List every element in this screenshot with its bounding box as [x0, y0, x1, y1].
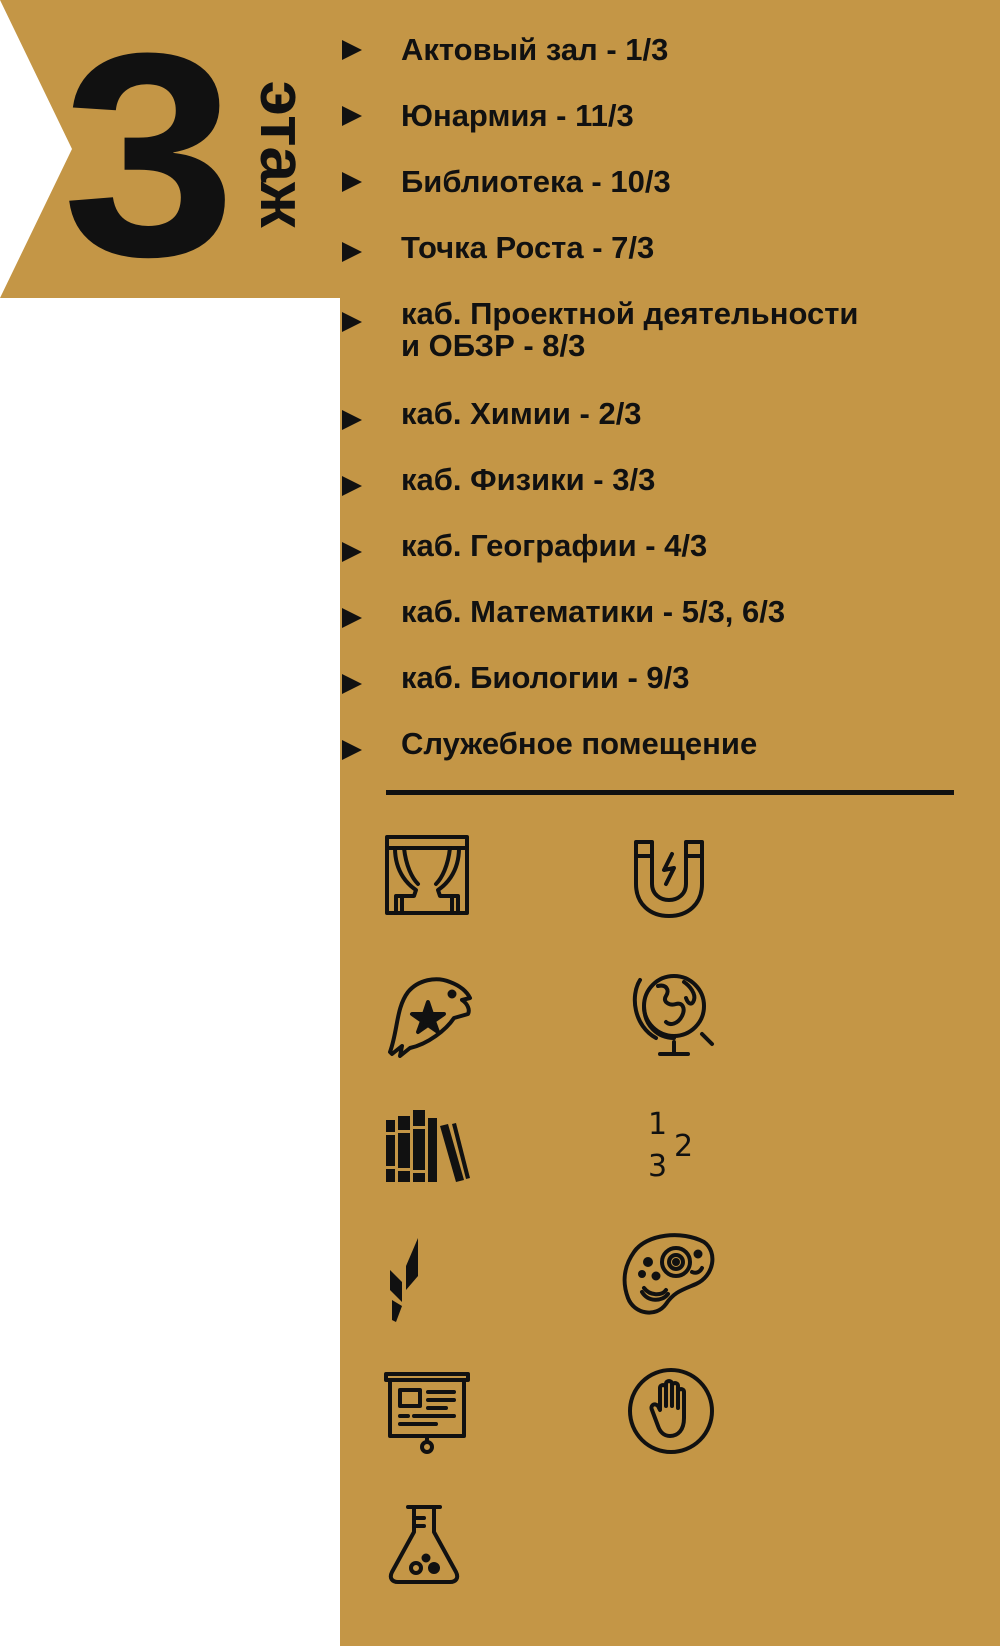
presentation-board-icon	[384, 1370, 470, 1454]
room-label: каб. Биологии - 9/3	[401, 660, 690, 695]
growth-point-icon	[384, 1236, 434, 1322]
floor-word: этаж	[247, 80, 319, 228]
hand-stop-icon	[626, 1366, 716, 1456]
room-label: каб. Физики - 3/3	[401, 462, 656, 497]
arrow-right-icon	[342, 410, 362, 430]
room-label: Библиотека - 10/3	[401, 164, 671, 199]
arrow-right-icon	[342, 172, 362, 192]
room-label: каб. Географии - 4/3	[401, 528, 708, 563]
arrow-right-icon	[342, 106, 362, 126]
room-label: каб. Химии - 2/3	[401, 396, 642, 431]
cell-icon	[622, 1232, 718, 1316]
arrow-right-icon	[342, 312, 362, 332]
arrow-right-icon	[342, 242, 362, 262]
numbers-icon	[644, 1107, 704, 1186]
books-icon	[384, 1108, 470, 1184]
arrow-right-icon	[342, 608, 362, 628]
room-label: каб. Проектной деятельности и ОБЗР - 8/3	[401, 296, 859, 363]
room-label: Точка Роста - 7/3	[401, 230, 655, 265]
arrow-right-icon	[342, 40, 362, 60]
theater-curtain-icon	[384, 834, 470, 916]
magnet-icon	[632, 838, 706, 920]
arrow-right-icon	[342, 740, 362, 760]
room-label: Служебное помещение	[401, 726, 758, 761]
room-label: Актовый зал - 1/3	[401, 32, 669, 67]
eagle-star-icon	[384, 974, 474, 1058]
arrow-right-icon	[342, 542, 362, 562]
number-one-label: 1	[648, 1107, 668, 1142]
flask-icon	[386, 1504, 462, 1584]
arrow-right-icon	[342, 476, 362, 496]
number-three-label: 3	[648, 1149, 668, 1184]
number-two-label: 2	[674, 1129, 694, 1164]
floor-number: 3	[62, 0, 230, 317]
arrow-right-icon	[342, 674, 362, 694]
room-label: каб. Математики - 5/3, 6/3	[401, 594, 786, 629]
globe-icon	[630, 966, 716, 1058]
floor-word-container	[247, 44, 319, 264]
divider	[386, 790, 954, 795]
room-label: Юнармия - 11/3	[401, 98, 634, 133]
